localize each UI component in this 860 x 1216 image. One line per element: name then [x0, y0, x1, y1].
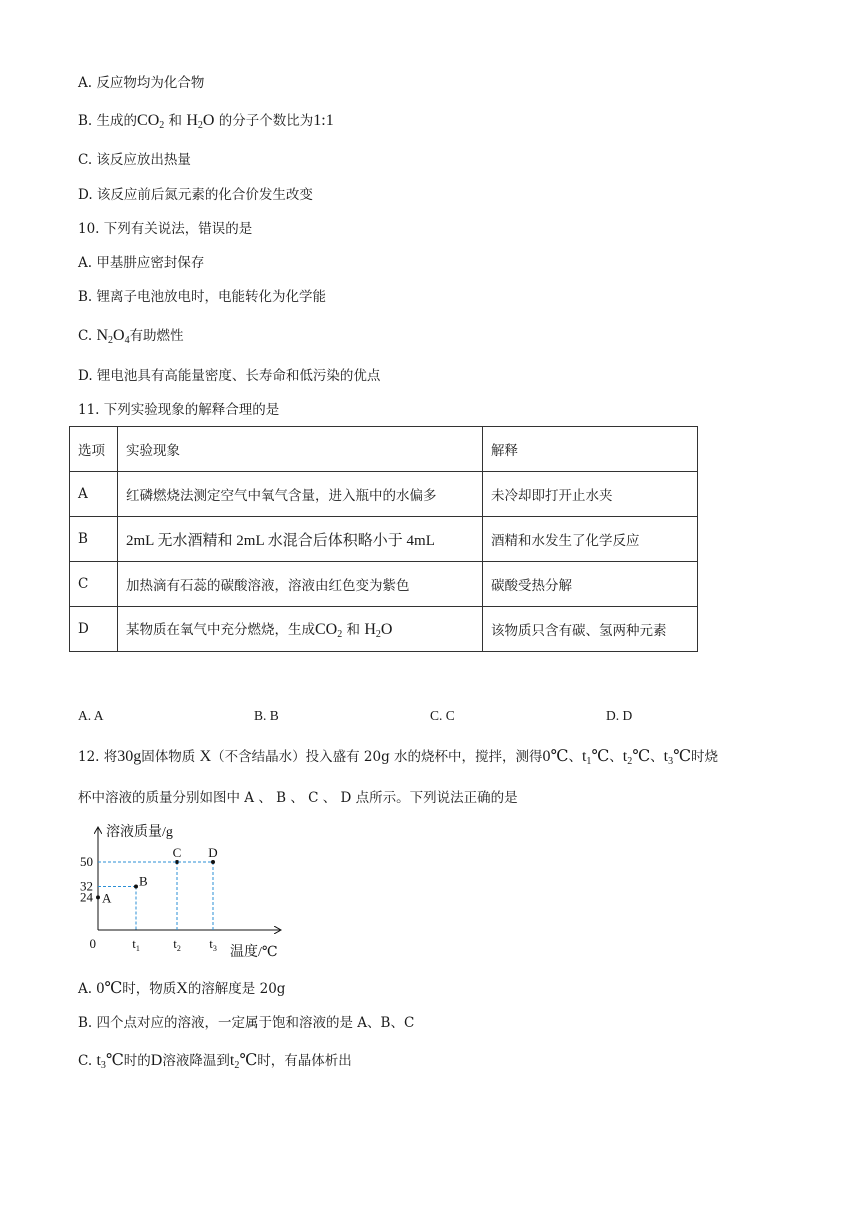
y-tick-label: 32: [80, 878, 93, 894]
row-option: D: [70, 607, 118, 652]
q9-option-c: C. 该反应放出热量: [78, 152, 191, 168]
table-header-row: [70, 427, 698, 472]
q11-stem: 11. 下列实验现象的解释合理的是: [78, 402, 280, 418]
solubility-chart: [80, 822, 310, 962]
q10-stem: 10. 下列有关说法，错误的是: [78, 221, 253, 237]
data-point: [96, 895, 100, 899]
table-row: [70, 607, 698, 652]
x-tick-label: 0: [89, 936, 96, 951]
q9-option-b: B. 生成的$CO_2$ 和 $H_2O$ 的分子个数比为1:1: [78, 112, 334, 131]
header-explanation: 解释: [483, 427, 698, 472]
q10-option-a: A. 甲基肼应密封保存: [78, 255, 205, 271]
q10-option-d: D. 锂电池具有高能量密度、长寿命和低污染的优点: [78, 368, 381, 384]
q10-option-c: C. $N_2O_4$有助燃性: [78, 327, 184, 346]
row-phenomenon: 加热滴有石蕊的碳酸溶液，溶液由红色变为紫色: [118, 562, 483, 607]
x-tick-label: $t_3$: [209, 936, 217, 953]
point-label: B: [139, 873, 148, 889]
point-label: C: [172, 845, 182, 860]
q12-stem-line1: 12. 将30g固体物质 X（不含结晶水）投入盛有 20g 水的烧杯中，搅拌，测得0℃、$t_1℃$、$t_2℃$、$t_3℃$时烧: [78, 748, 719, 767]
q12-option-b: B. 四个点对应的溶液，一定属于饱和溶液的是 A、B、C: [78, 1015, 415, 1031]
table-row: [70, 562, 698, 607]
x-tick-label: $t_1$: [132, 936, 140, 953]
y-axis-label: 溶液质量/g: [106, 825, 173, 840]
q11-answer-a: A. A: [78, 708, 104, 723]
row-option: A: [70, 472, 118, 517]
q12-option-a: A. 0℃时，物质X的溶解度是 20g: [78, 980, 286, 997]
row-phenomenon: 红磷燃烧法测定空气中氧气含量，进入瓶中的水偏多: [118, 472, 483, 517]
row-option: B: [70, 517, 118, 562]
data-point: [134, 884, 138, 888]
q11-answer-c: C. C: [430, 708, 455, 723]
x-axis-label: 温度/℃: [230, 945, 278, 960]
x-tick-label: $t_2$: [173, 936, 181, 953]
q11-answer-b: B. B: [254, 708, 279, 723]
q11-answer-d: D. D: [606, 708, 633, 723]
row-option: C: [70, 562, 118, 607]
y-tick-label: 24: [80, 889, 93, 905]
point-label: A: [102, 890, 112, 906]
row-explanation: 酒精和水发生了化学反应: [483, 517, 698, 562]
point-label: D: [208, 845, 218, 860]
table-row: [70, 472, 698, 517]
row-phenomenon: 2mL 无水酒精和 2mL 水混合后体积略小于 4mL: [118, 517, 483, 562]
q12-option-c: C. $t_3℃$时的D溶液降温到$t_2℃$时，有晶体析出: [78, 1052, 352, 1071]
table-row: [70, 517, 698, 562]
row-explanation: 碳酸受热分解: [483, 562, 698, 607]
data-point: [211, 860, 215, 864]
q12-stem-line2: 杯中溶液的质量分别如图中 A 、 B 、 C 、 D 点所示。下列说法正确的是: [78, 790, 518, 806]
q9-option-d: D. 该反应前后氮元素的化合价发生改变: [78, 187, 313, 203]
q10-option-b: B. 锂离子电池放电时，电能转化为化学能: [78, 289, 327, 305]
y-tick-label: 50: [80, 854, 93, 869]
row-explanation: 未冷却即打开止水夹: [483, 472, 698, 517]
q9-option-a: A. 反应物均为化合物: [78, 75, 205, 91]
header-option: 选项: [70, 427, 118, 472]
header-phenomenon: 实验现象: [118, 427, 483, 472]
q11-table: [69, 426, 698, 652]
row-phenomenon: 某物质在氧气中充分燃烧，生成$CO_2$ 和 $H_2O$: [118, 607, 483, 652]
row-explanation: 该物质只含有碳、氢两种元素: [483, 607, 698, 652]
